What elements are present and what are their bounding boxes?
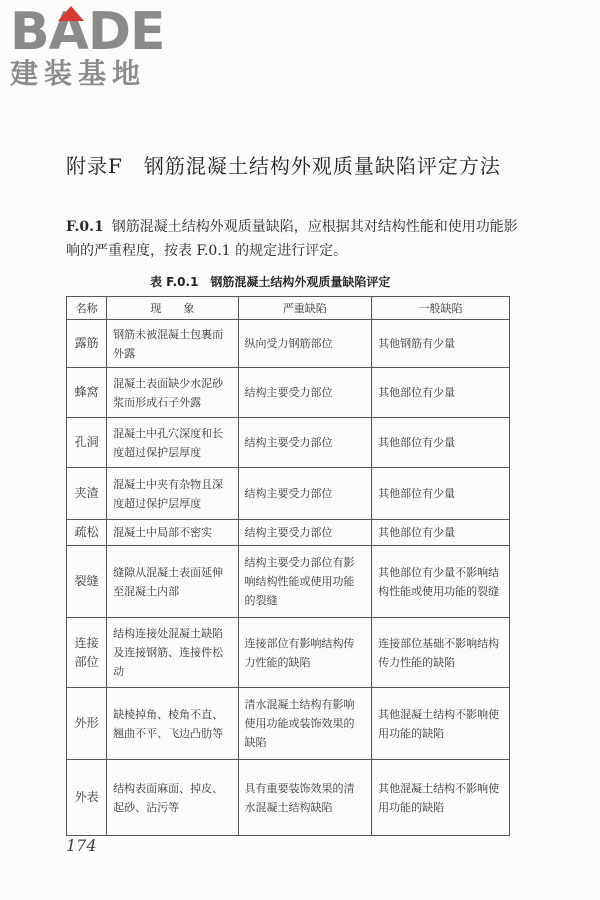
row-general: 其他钢筋有少量	[372, 320, 510, 368]
appendix-title: 附录F 钢筋混凝土结构外观质量缺陷评定方法	[66, 154, 501, 178]
table-row	[67, 418, 510, 468]
row-phenomenon: 钢筋未被混凝土包裹而外露	[107, 320, 238, 368]
row-general: 其他混凝土结构不影响使用功能的缺陷	[372, 760, 510, 836]
header-general: 一般缺陷	[372, 297, 510, 320]
row-general: 其他部位有少量不影响结构性能或使用功能的裂缝	[372, 546, 510, 618]
table-row	[67, 688, 510, 760]
row-name: 露筋	[67, 320, 107, 368]
row-phenomenon: 缝隙从混凝土表面延伸至混凝土内部	[107, 546, 238, 618]
row-severe: 具有重要装饰效果的清水混凝土结构缺陷	[238, 760, 372, 836]
row-severe: 结构主要受力部位有影响结构性能或使用功能的裂缝	[238, 546, 372, 618]
row-name: 裂缝	[67, 546, 107, 618]
row-name: 连接部位	[67, 618, 107, 688]
row-phenomenon: 结构表面麻面、掉皮、起砂、沾污等	[107, 760, 238, 836]
row-general: 连接部位基础不影响结构传力性能的缺陷	[372, 618, 510, 688]
row-name: 蜂窝	[67, 368, 107, 418]
table-row	[67, 468, 510, 520]
brand-subtitle: 建装基地	[10, 57, 147, 90]
header-severe: 严重缺陷	[238, 297, 372, 320]
row-phenomenon: 混凝土中孔穴深度和长度超过保护层厚度	[107, 418, 238, 468]
row-name: 外形	[67, 688, 107, 760]
header-phenomenon: 现 象	[107, 297, 238, 320]
clause-paragraph	[66, 215, 526, 263]
row-severe: 结构主要受力部位	[238, 418, 372, 468]
row-phenomenon: 结构连接处混凝土缺陷及连接钢筋、连接件松动	[107, 618, 238, 688]
row-severe: 结构主要受力部位	[238, 368, 372, 418]
table-caption: 表 F.0.1 钢筋混凝土结构外观质量缺陷评定	[150, 275, 391, 289]
row-name: 孔洞	[67, 418, 107, 468]
brand-name: BADE	[10, 2, 165, 62]
logo-accent-triangle-icon	[58, 6, 84, 21]
row-name: 疏松	[67, 520, 107, 546]
table-row	[67, 618, 510, 688]
row-severe: 连接部位有影响结构传力性能的缺陷	[238, 618, 372, 688]
row-severe: 纵向受力钢筋部位	[238, 320, 372, 368]
row-general: 其他混凝土结构不影响使用功能的缺陷	[372, 688, 510, 760]
row-phenomenon: 缺棱掉角、棱角不直、翘曲不平、飞边凸肋等	[107, 688, 238, 760]
header-name: 名称	[67, 297, 107, 320]
clause-text: 钢筋混凝土结构外观质量缺陷，应根据其对结构性能和使用功能影响的严重程度，按表 F.0.1 的规定进行评定。	[66, 219, 518, 259]
row-phenomenon: 混凝土中局部不密实	[107, 520, 238, 546]
table-row	[67, 320, 510, 368]
table-row	[67, 368, 510, 418]
table-row	[67, 520, 510, 546]
table-header-row	[67, 297, 510, 320]
row-name: 夹渣	[67, 468, 107, 520]
row-severe: 结构主要受力部位	[238, 520, 372, 546]
clause-number: F.0.1	[66, 219, 104, 235]
row-general: 其他部位有少量	[372, 468, 510, 520]
row-general: 其他部位有少量	[372, 368, 510, 418]
row-name: 外表	[67, 760, 107, 836]
table-row	[67, 760, 510, 836]
row-general: 其他部位有少量	[372, 418, 510, 468]
row-phenomenon: 混凝土表面缺少水泥砂浆而形成石子外露	[107, 368, 238, 418]
table-row	[67, 546, 510, 618]
page-number: 174	[66, 836, 97, 855]
row-severe: 清水混凝土结构有影响使用功能或装饰效果的缺陷	[238, 688, 372, 760]
defect-evaluation-table	[66, 296, 510, 836]
row-general: 其他部位有少量	[372, 520, 510, 546]
watermark-logo	[8, 2, 178, 94]
row-severe: 结构主要受力部位	[238, 468, 372, 520]
row-phenomenon: 混凝土中夹有杂物且深度超过保护层厚度	[107, 468, 238, 520]
